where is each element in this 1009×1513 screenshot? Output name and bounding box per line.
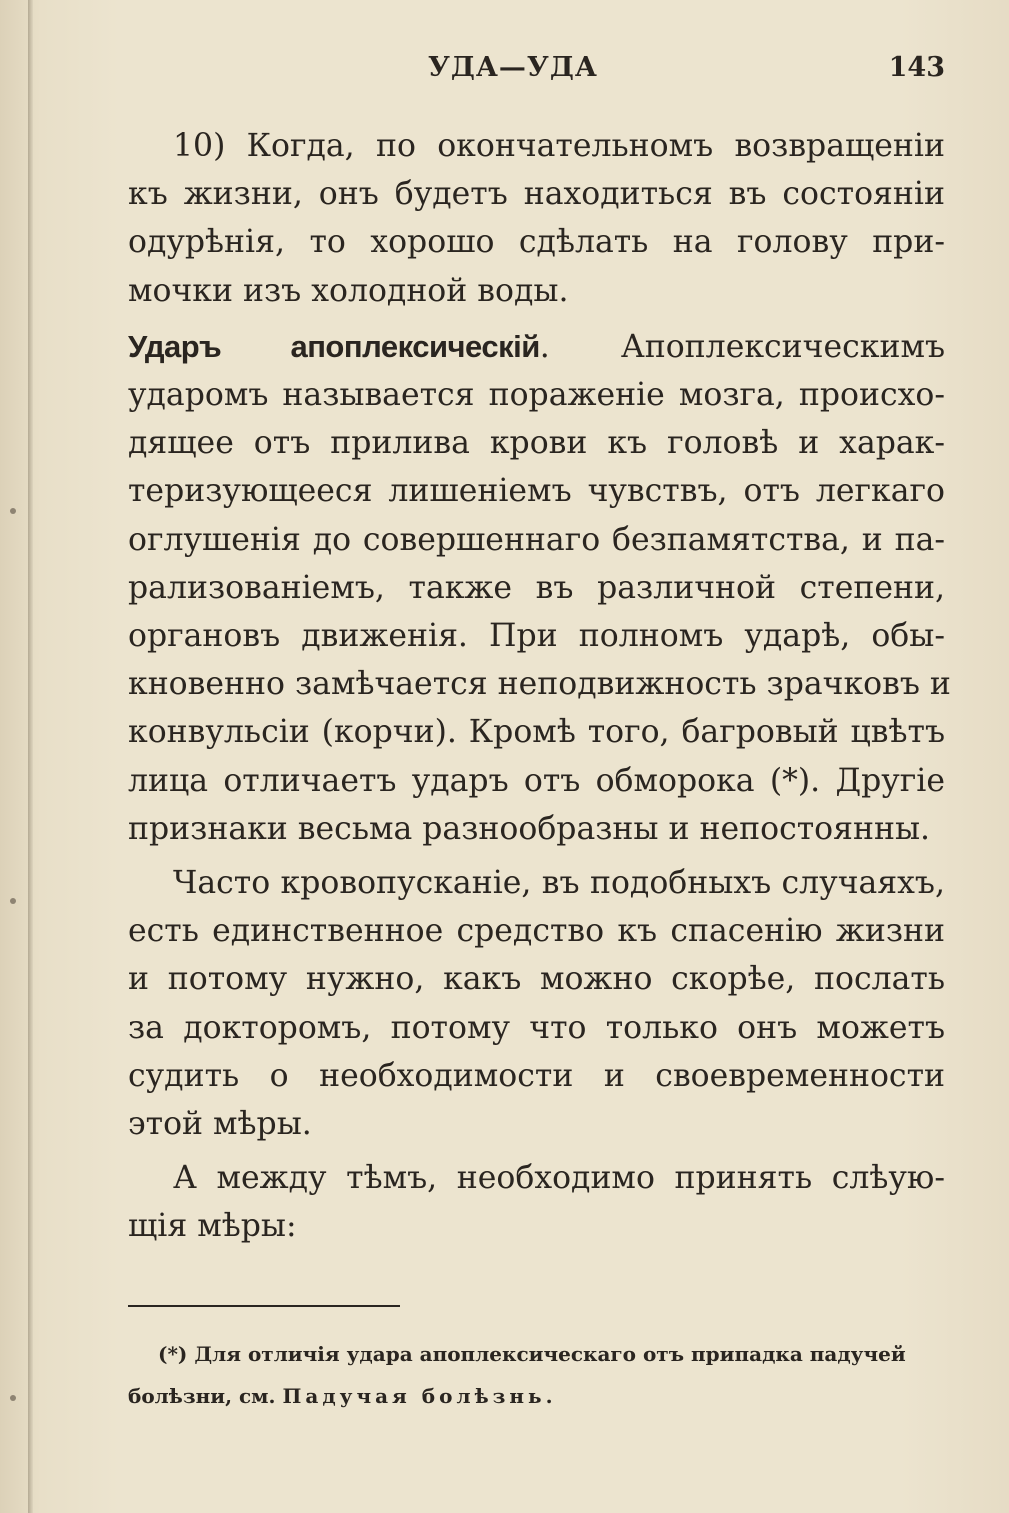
footnote	[128, 1333, 948, 1417]
text-line: этой мѣры.	[128, 1106, 312, 1143]
footnote-line	[128, 1375, 948, 1417]
text-line: мочки изъ холодной воды.	[128, 272, 569, 309]
page-binding-shadow	[28, 0, 33, 1513]
cross-reference: Падучая болѣзнь.	[282, 1384, 557, 1408]
text-line: ударомъ называется пораженiе мозга, происхо-	[128, 377, 945, 414]
margin-mark	[10, 508, 16, 514]
footnote-text: болѣзни, см.	[128, 1384, 283, 1408]
page-body	[128, 122, 951, 1251]
paragraph-bloodletting	[128, 859, 945, 1148]
text-line: лица отличаетъ ударъ отъ обморока (*). Другiе	[128, 762, 945, 799]
text-fragment: . Апоплексическимъ	[539, 328, 945, 365]
text-line: кновенно замѣчается неподвижность зрачковъ и	[128, 666, 951, 703]
paragraph-remedy-10	[128, 122, 945, 315]
text-line: А между тѣмъ, необходимо принять слѣую-	[173, 1160, 945, 1197]
text-line: 10) Когда, по окончательномъ возвращенiи	[173, 128, 945, 164]
text-line: органовъ движенiя. При полномъ ударѣ, обы-	[128, 618, 945, 655]
margin-mark	[10, 1395, 16, 1401]
page-header	[130, 52, 945, 92]
footnote-rule	[128, 1305, 400, 1307]
footnote-line: (*) Для отличiя удара апоплексическаго отъ припадка падучей	[158, 1342, 906, 1366]
paragraph-measures	[128, 1154, 945, 1250]
text-line: оглушенiя до совершеннаго безпамятства, и па-	[128, 521, 945, 558]
text-line: за докторомъ, потому что только онъ можетъ	[128, 1009, 945, 1046]
entry-heading: Ударъ апоплексическiй	[128, 328, 540, 364]
text-line: одурѣнiя, то хорошо сдѣлать на голову при-	[128, 224, 945, 261]
text-line: къ жизни, онъ будетъ находиться въ состоянiи	[128, 176, 945, 213]
text-line: судить о необходимости и своевременности	[128, 1057, 945, 1094]
text-line: теризующееся лишенiемъ чувствъ, отъ легкаго	[128, 473, 945, 510]
running-title: УДА—УДА	[428, 52, 598, 83]
text-line: дящее отъ прилива крови къ головѣ и харак-	[128, 425, 945, 462]
text-line: конвульсiи (корчи). Кромѣ того, багровый цвѣтъ	[128, 714, 945, 751]
margin-mark	[10, 898, 16, 904]
text-line: и потому нужно, какъ можно скорѣе, послать	[128, 961, 945, 998]
text-line	[128, 323, 945, 371]
text-line: рализованiемъ, также въ различной степени,	[128, 569, 945, 606]
text-line: Часто кровопусканiе, въ подобныхъ случаяхъ,	[173, 865, 945, 902]
text-line: есть единственное средство къ спасенiю жизни	[128, 913, 945, 950]
page-number: 143	[888, 52, 945, 83]
text-line: признаки весьма разнообразны и непостоянны.	[128, 810, 931, 847]
paragraph-apoplexy	[128, 323, 951, 853]
text-line: щiя мѣры:	[128, 1208, 297, 1245]
